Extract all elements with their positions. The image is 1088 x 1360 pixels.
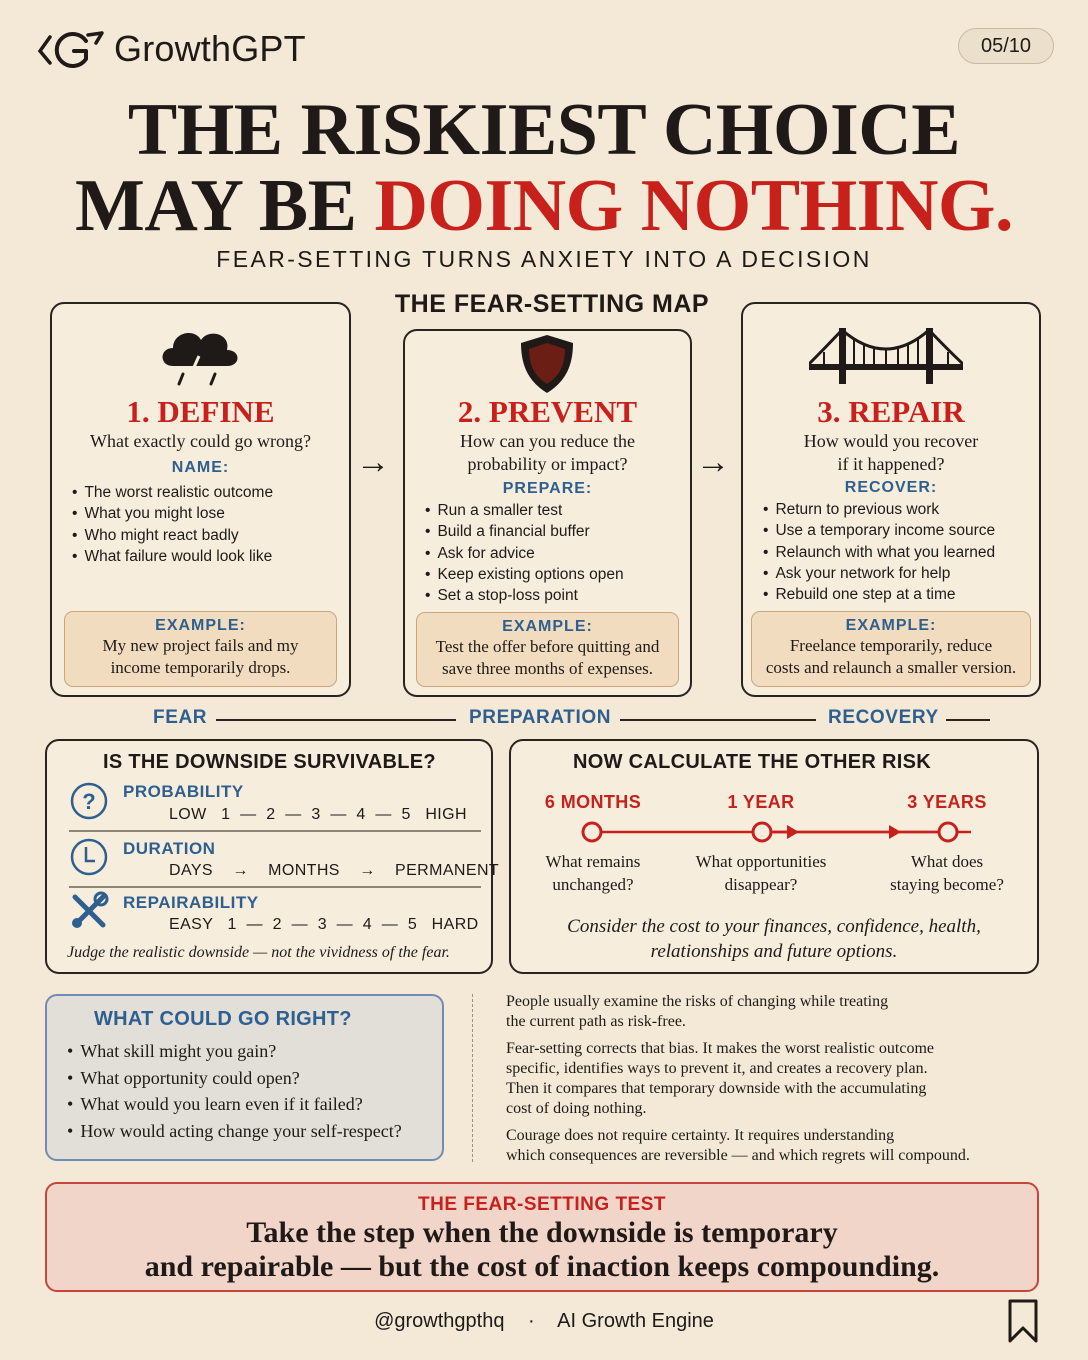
duration-scale: DAYS → MONTHS → PERMANENT — [169, 862, 500, 879]
example-box — [751, 611, 1031, 687]
example-label: EXAMPLE: — [845, 617, 937, 634]
step-card-define — [50, 302, 351, 697]
example-line: save three months of expenses. — [441, 659, 654, 678]
timeline-label: 6 MONTHS — [544, 792, 642, 812]
list-item: • Run a smaller test — [425, 500, 624, 521]
column-divider — [472, 994, 473, 1162]
list-item: • Ask your network for help — [763, 563, 995, 584]
step-question — [405, 430, 690, 476]
list-item: • Set a stop-loss point — [425, 585, 624, 606]
timeline-label: 3 YEARS — [907, 792, 987, 812]
footer-separator: · — [528, 1310, 535, 1332]
step-question-line: How would you recover — [803, 431, 979, 451]
test-line: Take the step when the downside is temporary — [246, 1216, 838, 1249]
repairability-scale: EASY 1 — 2 — 3 — 4 — 5 HARD — [169, 916, 479, 933]
list-item: • Use a temporary income source — [763, 520, 995, 541]
other-risk-title: NOW CALCULATE THE OTHER RISK — [573, 751, 932, 773]
headline-line-1: THE RISKIEST CHOICE — [127, 89, 961, 171]
go-right-title: WHAT COULD GO RIGHT? — [94, 1008, 352, 1030]
step-items — [425, 500, 624, 606]
headline-line-2-black: MAY BE — [75, 165, 375, 247]
paragraph — [506, 1039, 1046, 1119]
question-circle-icon — [69, 781, 109, 821]
list-item: • What you might lose — [72, 503, 273, 524]
list-item: • Relaunch with what you learned — [763, 542, 995, 563]
step-question — [743, 430, 1039, 476]
timeline-label: 1 YEAR — [727, 792, 795, 812]
survivable-title: IS THE DOWNSIDE SURVIVABLE? — [103, 751, 436, 773]
timeline-question-line: What remains — [545, 852, 641, 871]
example-box — [64, 611, 337, 687]
example-label: EXAMPLE: — [502, 618, 593, 635]
timeline-question — [877, 850, 1017, 896]
paragraph-line: Then it compares that temporary downside with the accumulating — [506, 1080, 927, 1097]
step-title: 1. DEFINE — [126, 394, 275, 429]
timeline-question — [523, 850, 663, 896]
list-item: • How would acting change your self-respect? — [67, 1118, 402, 1145]
brand-logo — [36, 26, 306, 72]
phase-label-recovery: RECOVERY — [828, 707, 939, 728]
timeline — [571, 819, 971, 845]
headline-line-2 — [0, 165, 1088, 247]
timeline-question-line: unchanged? — [552, 875, 634, 894]
example-label: EXAMPLE: — [155, 617, 246, 634]
list-item: • Rebuild one step at a time — [763, 584, 995, 605]
list-item: • What failure would look like — [72, 546, 273, 567]
test-label: THE FEAR-SETTING TEST — [418, 1194, 666, 1215]
paragraph — [506, 992, 1046, 1032]
list-item: • Build a financial buffer — [425, 521, 624, 542]
arrow-right-icon: → — [356, 443, 390, 481]
timeline-question-line: What opportunities — [695, 852, 827, 871]
example-line: Test the offer before quitting and — [435, 637, 660, 656]
brand-name: GrowthGPT — [114, 28, 306, 69]
other-risk-note — [511, 914, 1037, 964]
list-item: • What opportunity could open? — [67, 1065, 402, 1092]
other-risk-card — [509, 739, 1039, 974]
test-statement — [47, 1216, 1037, 1284]
example-line: income temporarily drops. — [110, 658, 291, 677]
other-risk-note-line: Consider the cost to your finances, confidence, health, — [567, 916, 981, 937]
timeline-question-line: disappear? — [724, 875, 798, 894]
phase-divider — [216, 719, 456, 721]
phase-label-preparation: PREPARATION — [469, 707, 612, 728]
phase-divider — [620, 719, 816, 721]
paragraph-line: cost of doing nothing. — [506, 1100, 647, 1117]
step-question-line: probability or impact? — [467, 454, 628, 474]
survivable-card — [45, 739, 500, 974]
timeline-question-line: staying become? — [890, 875, 1004, 894]
phase-label-fear: FEAR — [153, 707, 208, 728]
step-question-line: How can you reduce the — [460, 431, 635, 451]
arrow-right-icon: → — [696, 443, 730, 481]
bridge-icon — [809, 324, 963, 388]
go-right-card — [45, 994, 444, 1161]
example-box — [416, 612, 679, 687]
shield-icon — [517, 333, 577, 395]
paragraph-line: the current path as risk-free. — [506, 1013, 686, 1030]
row-label-repairability: REPAIRABILITY — [123, 893, 259, 912]
growthgpt-logo-icon — [36, 29, 106, 69]
list-item: • Ask for advice — [425, 543, 624, 564]
probability-scale: LOW 1 — 2 — 3 — 4 — 5 HIGH — [169, 806, 467, 823]
list-item: • Who might react badly — [72, 525, 273, 546]
test-line: and repairable — but the cost of inaction keeps compounding. — [144, 1250, 940, 1283]
explanation-text — [506, 992, 1046, 1166]
wrench-screwdriver-icon — [69, 891, 109, 931]
phase-divider — [946, 719, 990, 721]
row-label-duration: DURATION — [123, 839, 216, 858]
step-label: PREPARE: — [502, 480, 593, 497]
social-handle[interactable]: @growthgpthq — [374, 1310, 505, 1332]
row-label-probability: PROBABILITY — [123, 782, 244, 801]
survivable-note: Judge the realistic downside — not the vividness of the fear. — [67, 944, 450, 961]
example-line: costs and relaunch a smaller version. — [765, 658, 1017, 677]
list-item: • The worst realistic outcome — [72, 482, 273, 503]
paragraph-line: People usually examine the risks of changing while treating — [506, 993, 889, 1010]
step-question-line: What exactly could go wrong? — [90, 431, 311, 451]
example-line: My new project fails and my — [102, 636, 299, 655]
list-item: • What skill might you gain? — [67, 1038, 402, 1065]
paragraph-line: Courage does not require certainty. It requires understanding — [506, 1127, 895, 1144]
step-card-repair — [741, 302, 1041, 697]
fear-setting-test-box — [45, 1182, 1039, 1292]
step-items — [72, 482, 273, 567]
clock-icon — [69, 837, 109, 877]
step-card-prevent — [403, 329, 692, 697]
list-item: • What would you learn even if it failed? — [67, 1091, 402, 1118]
list-item: • Keep existing options open — [425, 564, 624, 585]
headline — [0, 89, 1088, 247]
storm-cloud-icon — [155, 322, 245, 392]
footer — [0, 1310, 1088, 1333]
example-line: Freelance temporarily, reduce — [789, 636, 993, 655]
svg-text:?: ? — [82, 789, 96, 814]
footer-tagline: AI Growth Engine — [557, 1310, 714, 1332]
other-risk-note-line: relationships and future options. — [650, 941, 898, 962]
go-right-items — [67, 1038, 402, 1144]
step-question-line: if it happened? — [837, 454, 945, 474]
paragraph-line: specific, identifies ways to prevent it, and creates a recovery plan. — [506, 1060, 928, 1077]
row-divider — [69, 830, 481, 832]
row-divider — [69, 886, 481, 888]
page-indicator: 05/10 — [958, 28, 1054, 64]
list-item: • Return to previous work — [763, 499, 995, 520]
step-question — [52, 430, 349, 453]
paragraph-line: which consequences are reversible — and which regrets will compound. — [506, 1147, 970, 1164]
step-title: 2. PREVENT — [457, 394, 638, 429]
paragraph-line: Fear-setting corrects that bias. It makes the worst realistic outcome — [506, 1040, 934, 1057]
step-label: NAME: — [171, 459, 230, 476]
timeline-question-line: What does — [910, 852, 984, 871]
step-label: RECOVER: — [844, 479, 938, 496]
headline-line-2-red: DOING NOTHING. — [374, 165, 1013, 247]
map-title: THE FEAR-SETTING MAP — [394, 290, 710, 318]
bookmark-icon[interactable] — [1007, 1298, 1039, 1344]
step-title: 3. REPAIR — [817, 394, 965, 429]
subtitle: FEAR-SETTING TURNS ANXIETY INTO A DECISION — [216, 246, 872, 272]
paragraph — [506, 1126, 1046, 1166]
step-items — [763, 499, 995, 605]
timeline-question — [681, 850, 841, 896]
